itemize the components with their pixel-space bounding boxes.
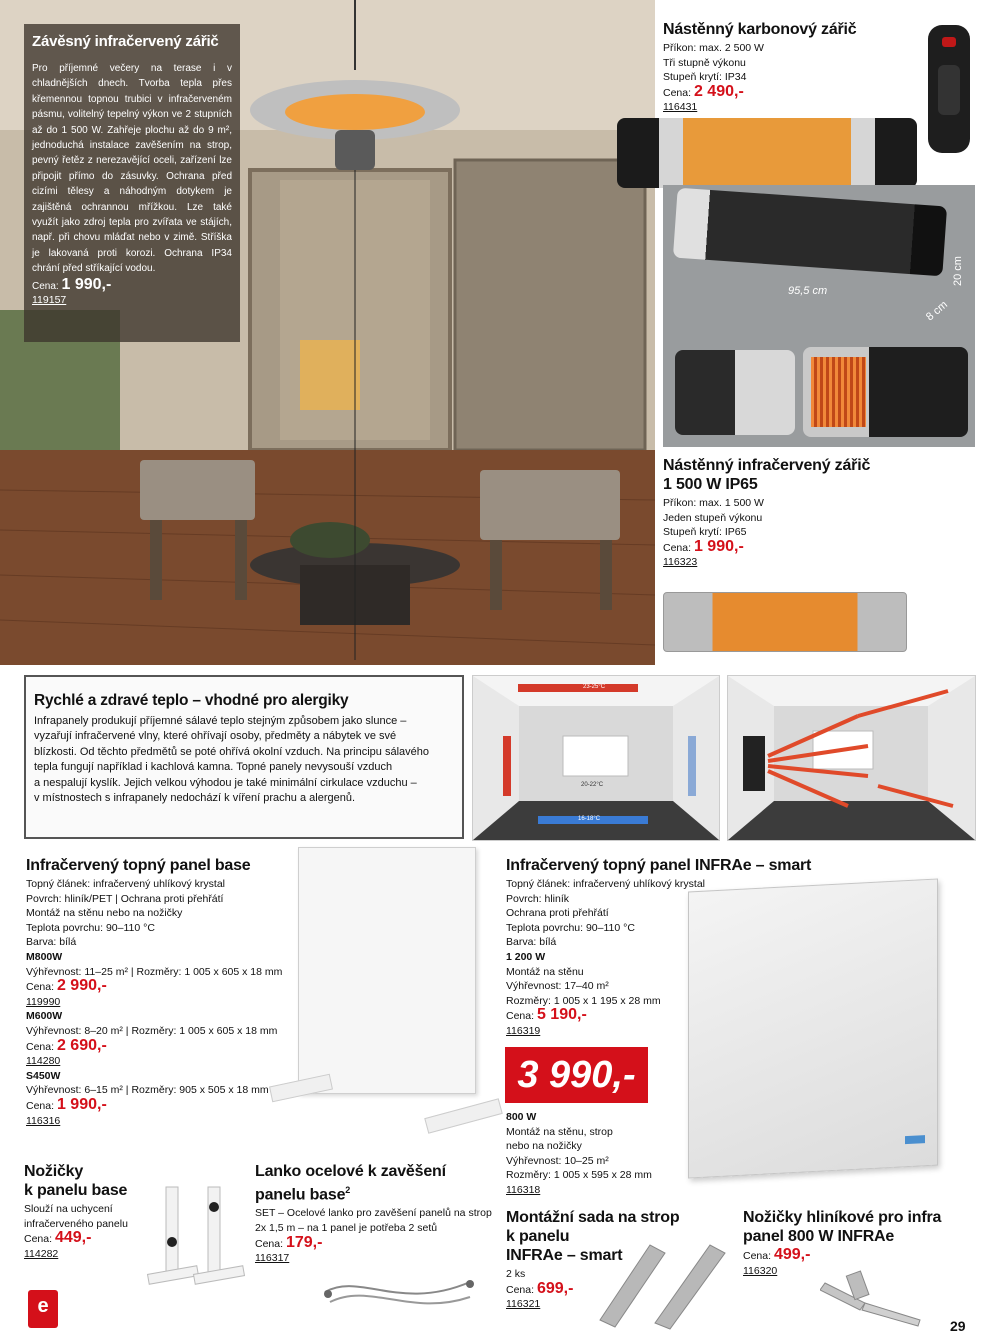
smart-1200-spec-mount: Montáž na stěnu bbox=[506, 965, 584, 978]
legs-spec-2: infračerveného panelu bbox=[24, 1217, 128, 1230]
base-s450-code: 116316 bbox=[26, 1114, 61, 1127]
carbon-heater-image bbox=[617, 118, 917, 188]
dimension-height: 20 cm bbox=[951, 256, 964, 286]
info-box bbox=[24, 675, 464, 839]
legs-title-line2: k panelu base bbox=[24, 1182, 128, 1199]
hero-description-box bbox=[24, 24, 240, 342]
cable-info bbox=[255, 1162, 495, 1266]
mount-title-line1: Montážní sada na strop bbox=[506, 1209, 680, 1226]
panel-smart-image bbox=[688, 878, 938, 1178]
smart-1200-code: 116319 bbox=[506, 1024, 541, 1037]
base-model-m600: M600W bbox=[26, 1010, 63, 1023]
base-spec-surface: Povrch: hliník/PET | Ochrana proti přehřátí bbox=[26, 892, 224, 905]
ir-heater-dimension-image bbox=[673, 188, 947, 277]
ir1500-spec-level: Jeden stupeň výkonu bbox=[663, 511, 763, 524]
alulegs-code: 116320 bbox=[743, 1264, 778, 1277]
mount-title-line3: INFRAe – smart bbox=[506, 1247, 623, 1264]
ir1500-price-label: Cena: bbox=[663, 541, 692, 554]
legs-image bbox=[146, 1182, 246, 1296]
remote-control-image bbox=[928, 25, 970, 153]
base-m600-code: 114280 bbox=[26, 1055, 61, 1068]
panel-base-leg-right bbox=[424, 1098, 503, 1133]
legs-spec-1: Slouží na uchycení bbox=[24, 1203, 113, 1215]
ir1500-heater-image bbox=[663, 592, 907, 652]
smart-800-spec-legs: nebo na nožičky bbox=[506, 1140, 582, 1153]
smart-model-800: 800 W bbox=[506, 1111, 537, 1123]
carbon-spec-ip: Stupeň krytí: IP34 bbox=[663, 71, 747, 84]
smart-800-code: 116318 bbox=[506, 1183, 541, 1196]
smart-1200-spec-area: Výhřevnost: 17–40 m² bbox=[506, 980, 609, 993]
cable-spec-2: 2x 1,5 m – na 1 panel je potřeba 2 setů bbox=[255, 1221, 438, 1234]
info-line-4: tepla fungují například i kachlová kamna. Topné panely nevysouší vzduch bbox=[34, 761, 393, 774]
price-badge: 3 990,- bbox=[505, 1047, 648, 1103]
info-line-6: v místnostech s infrapanely nedochází k víření prachu a alergenů. bbox=[34, 792, 356, 805]
legs-code: 114282 bbox=[24, 1247, 59, 1260]
cable-image bbox=[320, 1262, 480, 1322]
base-m600-price-label: Cena: bbox=[26, 1040, 55, 1053]
cable-title-sup: 2 bbox=[345, 1185, 351, 1195]
smart-1200-price-label: Cena: bbox=[506, 1010, 535, 1023]
hero-title: Závěsný infračervený zářič bbox=[32, 33, 219, 50]
base-spec-temp: Teplota povrchu: 90–110 °C bbox=[26, 921, 155, 934]
carbon-spec-levels: Tři stupně výkonu bbox=[663, 56, 746, 69]
smart-spec-temp: Teplota povrchu: 90–110 °C bbox=[506, 921, 635, 934]
legs-info bbox=[24, 1162, 164, 1261]
smart-spec-protection: Ochrana proti přehřátí bbox=[506, 907, 609, 920]
smart-800-info bbox=[506, 1110, 666, 1198]
legs-price: 449,- bbox=[54, 1229, 92, 1247]
base-model-s450-spec: Výhřevnost: 6–15 m² | Rozměry: 905 x 505 x 18 mm bbox=[26, 1084, 269, 1097]
cable-title-line2: panelu base bbox=[255, 1186, 346, 1204]
info-line-1: Infrapanely produkují příjemné sálavé teplo stejným způsobem jako slunce – bbox=[34, 715, 407, 727]
legs-title-line1: Nožičky bbox=[24, 1163, 84, 1180]
temp-top: 23-25°C bbox=[583, 684, 606, 690]
ir1500-spec-ip: Stupeň krytí: IP65 bbox=[663, 526, 747, 539]
carbon-price-label: Cena: bbox=[663, 86, 692, 99]
smart-spec-surface: Povrch: hliník bbox=[506, 892, 570, 905]
mount-price-label: Cena: bbox=[506, 1283, 535, 1296]
room-diagram-infrared bbox=[727, 675, 976, 841]
smart-800-spec-size: Rozměry: 1 005 x 595 x 28 mm bbox=[506, 1169, 652, 1182]
ir-heater-front-image bbox=[803, 347, 968, 437]
smart-model-1200: 1 200 W bbox=[506, 950, 546, 963]
ir1500-spec-power: Příkon: max. 1 500 W bbox=[663, 497, 764, 509]
page-number: 29 bbox=[950, 1318, 966, 1334]
carbon-spec-power: Příkon: max. 2 500 W bbox=[663, 42, 764, 54]
carbon-title: Nástěnný karbonový zářič bbox=[663, 21, 857, 38]
alulegs-title-line2: panel 800 W INFRAe bbox=[743, 1228, 895, 1245]
base-spec-element: Topný článek: infračervený uhlíkový krystal bbox=[26, 878, 226, 890]
mount-title-line2: k panelu bbox=[506, 1228, 570, 1245]
info-line-3: blízkosti. Od těchto předmětů se poté ohřívá okolní vzduch. Na principu sálavého bbox=[34, 745, 429, 758]
info-line-5: a nespalují kyslík. Jejich velkou výhodou je také minimální cirkulace vzduchu – bbox=[34, 776, 417, 789]
carbon-heater-info bbox=[663, 20, 913, 115]
smart-title: Infračervený topný panel INFRAe – smart bbox=[506, 857, 812, 874]
mount-code: 116321 bbox=[506, 1298, 541, 1311]
brand-logo: e bbox=[28, 1290, 58, 1328]
ir1500-price: 1 990,- bbox=[693, 537, 744, 555]
cable-title-line1: Lanko ocelové k zavěšení bbox=[255, 1163, 446, 1180]
base-model-m800: M800W bbox=[26, 950, 63, 963]
alulegs-price: 499,- bbox=[773, 1246, 811, 1263]
base-title: Infračervený topný panel base bbox=[26, 857, 251, 874]
legs-price-label: Cena: bbox=[24, 1233, 53, 1246]
smart-spec-color: Barva: bílá bbox=[506, 936, 557, 949]
cable-code: 116317 bbox=[255, 1252, 290, 1265]
base-model-s450: S450W bbox=[26, 1069, 61, 1082]
hero-description: Pro příjemné večery na terase i v chladnějších dnech. Tvorba tepla přes křemennou topnou trubici v infračerveném pásmu, volitelný tepelný výkon ve 2 stupních až do 1 500 W. Zahřeje plochu až do 9 m², jednoduchá instalace zavěšením na strop, pevný řetěz z nerezavějící oceli, zařízení lze připojit přímo do zásuvky. Ochrana před cizími tělesy a náhodným dotykem je zajištěná ochrannou mřížkou. Lze také využít jako zdroj tepla pro zvířata ve stájích, např. při chovu mláďat nebo v zimě. Stříška je lakovaná proti korozi. Ochrana IP34 chrání před stříkající vodou. bbox=[32, 63, 232, 275]
cable-spec-1: SET – Ocelové lanko pro zavěšení panelů na strop bbox=[255, 1207, 492, 1220]
hero-code: 119157 bbox=[32, 294, 67, 307]
base-model-m600-spec: Výhřevnost: 8–20 m² | Rozměry: 1 005 x 605 x 18 mm bbox=[26, 1024, 278, 1037]
mount-spec-qty: 2 ks bbox=[506, 1268, 526, 1280]
dimension-length: 95,5 cm bbox=[788, 285, 828, 297]
base-m800-price: 2 990,- bbox=[56, 977, 107, 995]
room-diagram-convection bbox=[472, 675, 720, 841]
smart-1200-price: 5 190,- bbox=[536, 1006, 587, 1024]
base-spec-mount: Montáž na stěnu nebo na nožičky bbox=[26, 907, 183, 920]
base-m600-price: 2 690,- bbox=[56, 1036, 107, 1054]
ir1500-title-line2: 1 500 W IP65 bbox=[663, 476, 758, 493]
smart-spec-element: Topný článek: infračervený uhlíkový krystal bbox=[506, 878, 706, 890]
info-line-2: vyzařují infračervené vlny, které ohřívají osoby, předměty a nábytek ve své bbox=[34, 730, 397, 743]
hero-price: 1 990,- bbox=[61, 275, 112, 293]
smart-800-spec-mount: Montáž na stěnu, strop bbox=[506, 1125, 613, 1138]
temp-bottom: 16-18°C bbox=[578, 816, 601, 822]
hero-price-label: Cena: bbox=[32, 280, 59, 292]
panel-base-image bbox=[298, 847, 476, 1094]
dimension-depth: 8 cm bbox=[923, 298, 950, 324]
base-m800-code: 119990 bbox=[26, 995, 61, 1008]
ir1500-code: 116323 bbox=[663, 556, 698, 569]
mount-image bbox=[595, 1235, 735, 1330]
heater-photos-area bbox=[663, 185, 975, 447]
temp-mid: 20-22°C bbox=[581, 782, 604, 788]
cable-price-label: Cena: bbox=[255, 1237, 284, 1250]
alulegs-image bbox=[820, 1268, 940, 1328]
ir1500-info bbox=[663, 456, 923, 570]
alulegs-title-line1: Nožičky hliníkové pro infra bbox=[743, 1209, 942, 1226]
mount-price: 699,- bbox=[536, 1279, 574, 1297]
carbon-price: 2 490,- bbox=[693, 82, 744, 100]
base-s450-price: 1 990,- bbox=[56, 1095, 107, 1113]
carbon-code: 116431 bbox=[663, 101, 698, 114]
ir1500-title-line1: Nástěnný infračervený zářič bbox=[663, 457, 871, 474]
base-m800-price-label: Cena: bbox=[26, 981, 55, 994]
info-title: Rychlé a zdravé teplo – vhodné pro alergiky bbox=[34, 692, 349, 709]
ir-heater-side-image bbox=[675, 350, 795, 435]
base-s450-price-label: Cena: bbox=[26, 1099, 55, 1112]
base-spec-color: Barva: bílá bbox=[26, 936, 77, 949]
cable-price: 179,- bbox=[285, 1233, 323, 1251]
smart-800-spec-area: Výhřevnost: 10–25 m² bbox=[506, 1154, 609, 1167]
hero-price-row bbox=[32, 277, 232, 294]
alulegs-price-label: Cena: bbox=[743, 1250, 772, 1262]
base-model-m800-spec: Výhřevnost: 11–25 m² | Rozměry: 1 005 x 605 x 18 mm bbox=[26, 965, 283, 978]
smart-1200-spec-size: Rozměry: 1 005 x 1 195 x 28 mm bbox=[506, 994, 661, 1007]
